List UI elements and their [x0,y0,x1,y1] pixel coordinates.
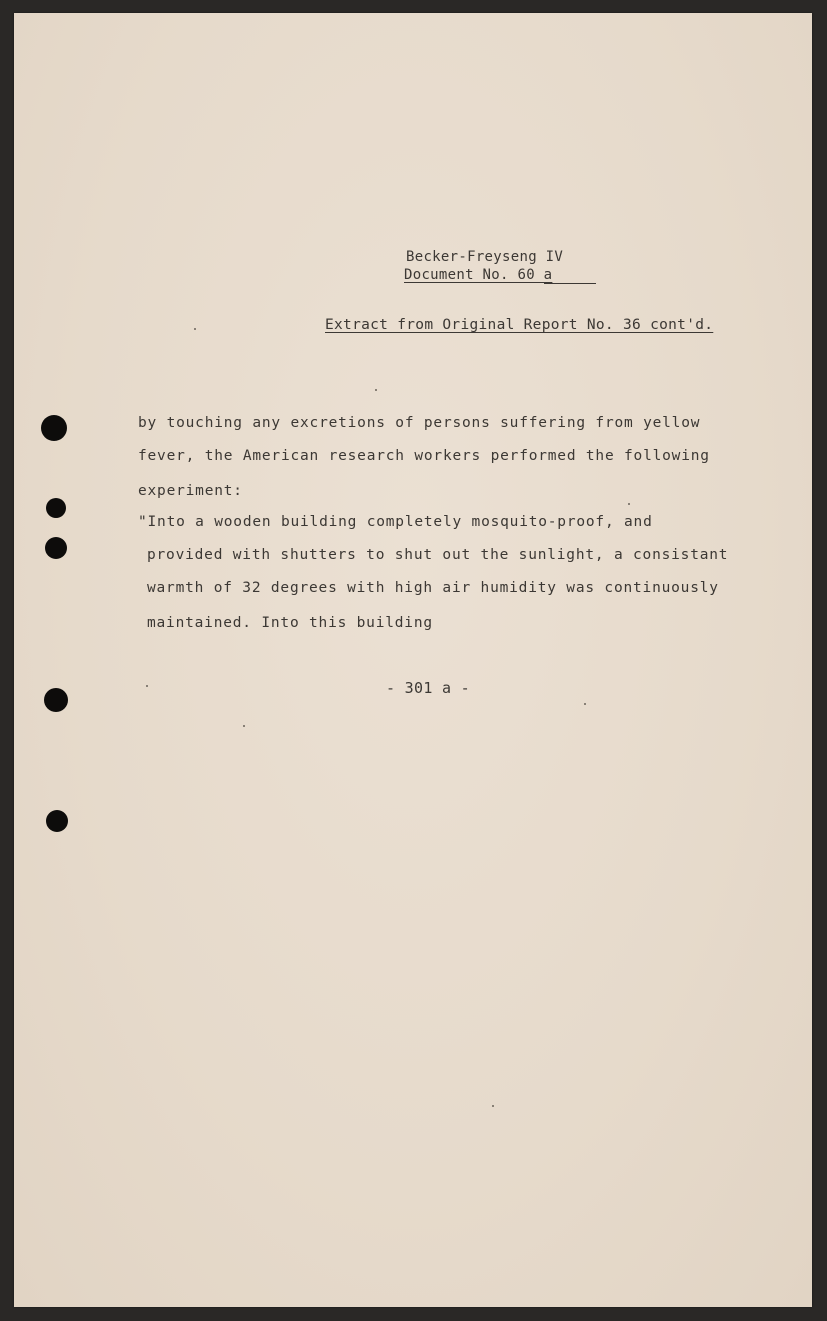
paper-speck [146,685,148,687]
document-page [14,13,812,1307]
body-text-line: "Into a wooden building completely mosquito-proof, and [138,514,653,530]
body-text-line: provided with shutters to shut out the sunlight, a consistant [147,547,729,563]
paper-speck [628,503,630,505]
body-text-line: warmth of 32 degrees with high air humidity was continuously [147,580,719,596]
body-text-line: experiment: [138,483,243,499]
punch-hole [41,415,67,441]
document-header-number: Document No. 60 a [404,267,553,283]
paper-speck [584,703,586,705]
extract-title: Extract from Original Report No. 36 cont'd. [325,317,714,333]
paper-speck [375,389,377,391]
punch-hole [46,498,66,518]
punch-hole [44,688,68,712]
body-text-line: fever, the American research workers performed the following [138,448,710,464]
page-number: - 301 a - [386,679,470,697]
punch-hole [46,810,68,832]
body-text-line: by touching any excretions of persons suffering from yellow [138,415,701,431]
document-header-defendant: Becker-Freyseng IV [406,249,564,265]
paper-speck [243,725,245,727]
header-underline [544,283,596,284]
paper-speck [194,328,196,330]
punch-hole [45,537,67,559]
paper-speck [492,1105,494,1107]
body-text-line: maintained. Into this building [147,615,433,631]
